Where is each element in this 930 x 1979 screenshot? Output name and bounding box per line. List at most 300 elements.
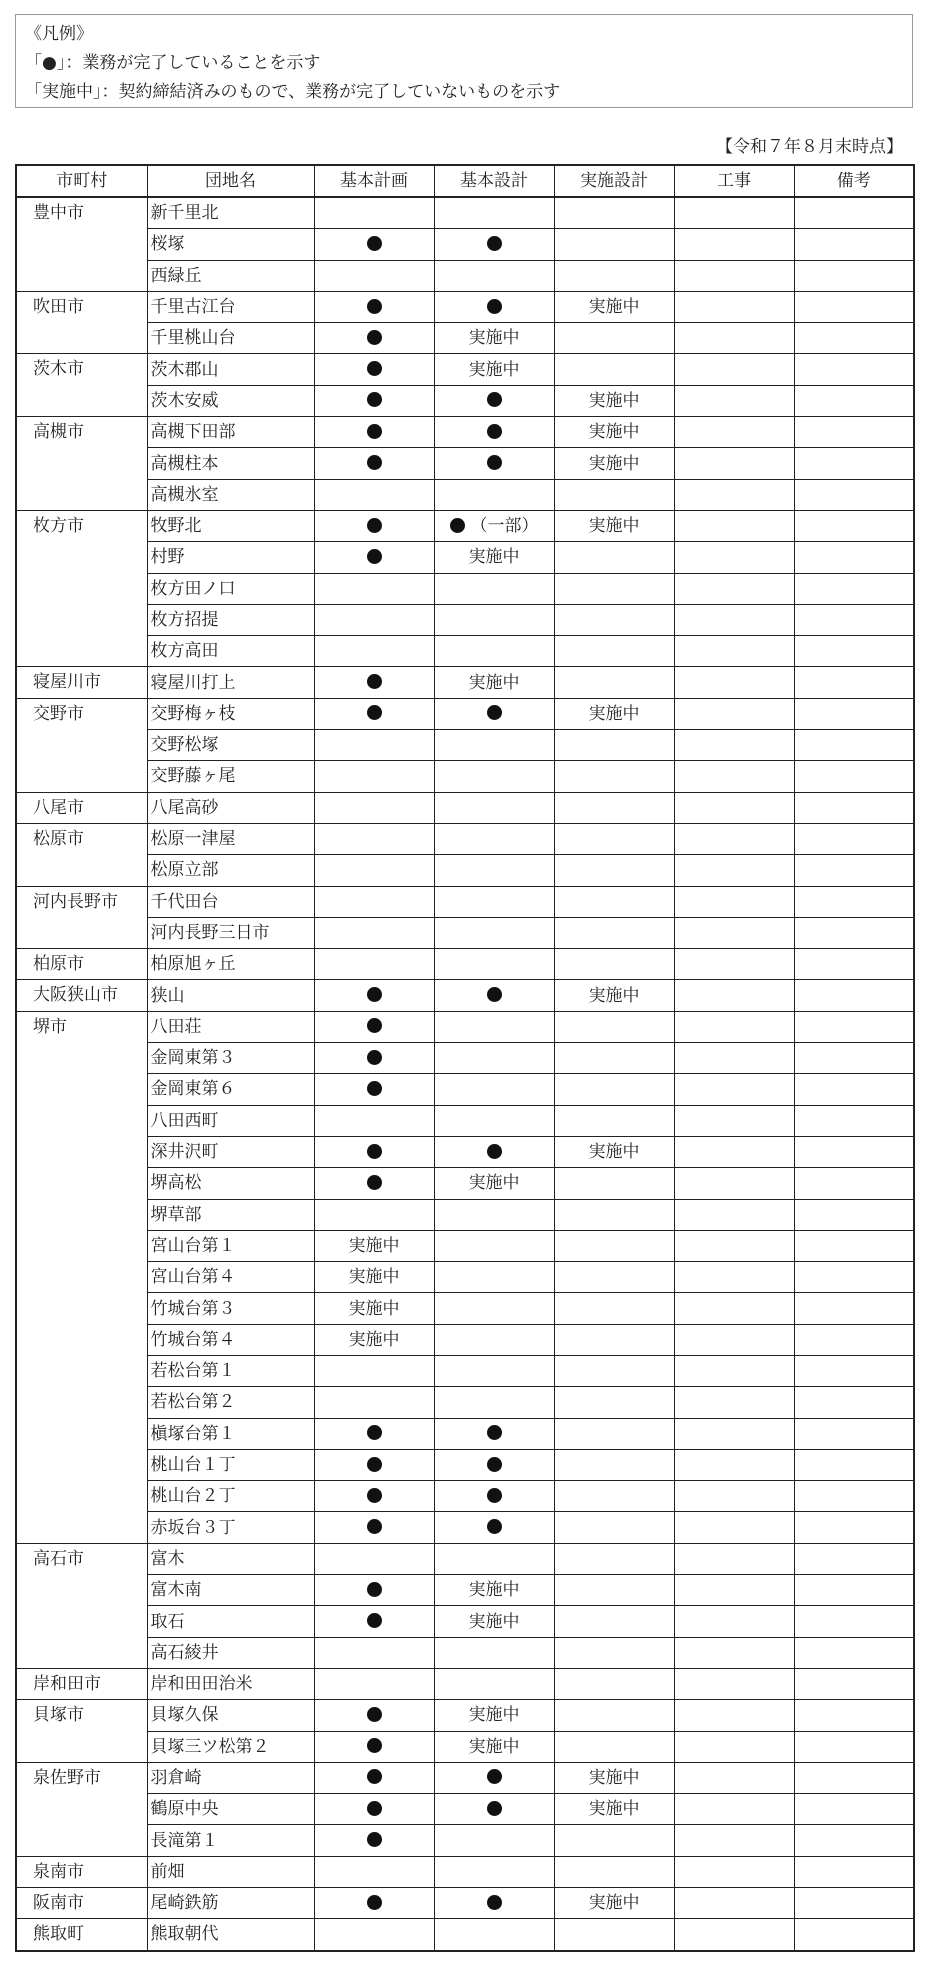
construction-cell (674, 917, 794, 948)
site-name-cell: 村野 (147, 542, 314, 573)
detail-design-cell: 実施中 (554, 1762, 674, 1793)
site-name-cell: 西緑丘 (147, 260, 314, 291)
table-row (16, 229, 914, 260)
basic-plan-cell (314, 510, 434, 541)
col-header-remarks: 備考 (794, 165, 914, 197)
site-name-cell: 八尾高砂 (147, 792, 314, 823)
completed-dot-icon (367, 549, 382, 564)
remarks-cell (794, 510, 914, 541)
site-name-cell: 深井沢町 (147, 1136, 314, 1167)
construction-cell (674, 1606, 794, 1637)
remarks-cell (794, 1543, 914, 1574)
basic-plan-cell (314, 1136, 434, 1167)
detail-design-cell: 実施中 (554, 291, 674, 322)
site-name-cell: 八田西町 (147, 1105, 314, 1136)
basic-design-cell (434, 980, 554, 1011)
completed-dot-icon (367, 392, 382, 407)
site-name-cell: 枚方高田 (147, 636, 314, 667)
construction-cell (674, 1637, 794, 1668)
detail-design-cell (554, 949, 674, 980)
construction-cell (674, 1825, 794, 1856)
completed-dot-icon (367, 1018, 382, 1033)
site-name-cell: 新千里北 (147, 197, 314, 229)
construction-cell (674, 667, 794, 698)
city-cell: 貝塚市 (16, 1700, 147, 1763)
basic-design-cell (434, 1355, 554, 1386)
remarks-cell (794, 385, 914, 416)
site-name-cell: 千里古江台 (147, 291, 314, 322)
basic-plan-cell (314, 1418, 434, 1449)
detail-design-cell (554, 1105, 674, 1136)
site-name-cell: 枚方招提 (147, 604, 314, 635)
detail-design-cell (554, 730, 674, 761)
completed-dot-icon (367, 705, 382, 720)
basic-plan-cell (314, 542, 434, 573)
city-cell: 泉佐野市 (16, 1762, 147, 1856)
construction-cell (674, 886, 794, 917)
basic-design-cell (434, 291, 554, 322)
construction-cell (674, 1293, 794, 1324)
basic-plan-cell (314, 1575, 434, 1606)
site-name-cell: 堺高松 (147, 1168, 314, 1199)
table-row (16, 1606, 914, 1637)
completed-dot-icon (367, 1425, 382, 1440)
basic-design-cell (434, 1293, 554, 1324)
table-row (16, 1919, 914, 1951)
completed-dot-icon (367, 1582, 382, 1597)
construction-cell (674, 761, 794, 792)
remarks-cell (794, 1512, 914, 1543)
table-row (16, 1762, 914, 1793)
basic-design-cell (434, 949, 554, 980)
basic-plan-cell (314, 291, 434, 322)
basic-plan-cell (314, 229, 434, 260)
site-name-cell: 松原一津屋 (147, 823, 314, 854)
table-row (16, 604, 914, 635)
site-name-cell: 槇塚台第１ (147, 1418, 314, 1449)
basic-design-cell (434, 1262, 554, 1293)
construction-cell (674, 1387, 794, 1418)
site-name-cell: 交野梅ヶ枝 (147, 698, 314, 729)
city-cell: 松原市 (16, 823, 147, 886)
basic-design-cell: 実施中 (434, 1731, 554, 1762)
basic-plan-cell (314, 1449, 434, 1480)
table-row (16, 698, 914, 729)
remarks-cell (794, 1324, 914, 1355)
city-cell: 茨木市 (16, 354, 147, 417)
col-header-site: 団地名 (147, 165, 314, 197)
basic-plan-cell (314, 354, 434, 385)
construction-cell (674, 1074, 794, 1105)
construction-cell (674, 1355, 794, 1386)
table-row (16, 949, 914, 980)
table-row (16, 980, 914, 1011)
table-row (16, 1794, 914, 1825)
basic-design-cell (434, 1762, 554, 1793)
completed-dot-icon (367, 236, 382, 251)
construction-cell (674, 1418, 794, 1449)
remarks-cell (794, 1387, 914, 1418)
remarks-cell (794, 667, 914, 698)
detail-design-cell (554, 1700, 674, 1731)
remarks-cell (794, 980, 914, 1011)
table-row (16, 1449, 914, 1480)
remarks-cell (794, 1418, 914, 1449)
basic-design-cell (434, 1919, 554, 1951)
construction-cell (674, 949, 794, 980)
remarks-cell (794, 448, 914, 479)
table-row (16, 417, 914, 448)
basic-plan-cell (314, 1606, 434, 1637)
site-name-cell: 高槻氷室 (147, 479, 314, 510)
construction-cell (674, 1856, 794, 1887)
col-header-city: 市町村 (16, 165, 147, 197)
detail-design-cell: 実施中 (554, 1136, 674, 1167)
construction-cell (674, 197, 794, 229)
completed-dot-icon (367, 1457, 382, 1472)
basic-design-cell (434, 1449, 554, 1480)
legend-box (15, 14, 913, 108)
detail-design-cell (554, 917, 674, 948)
construction-cell (674, 1011, 794, 1042)
basic-design-cell: 実施中 (434, 323, 554, 354)
site-name-cell: 尾崎鉄筋 (147, 1888, 314, 1919)
construction-cell (674, 792, 794, 823)
basic-design-cell (434, 1387, 554, 1418)
remarks-cell (794, 479, 914, 510)
remarks-cell (794, 229, 914, 260)
basic-design-cell (434, 417, 554, 448)
site-name-cell: 若松台第１ (147, 1355, 314, 1386)
completed-dot-icon (367, 1519, 382, 1534)
basic-design-cell (434, 792, 554, 823)
remarks-cell (794, 949, 914, 980)
basic-plan-cell (314, 448, 434, 479)
site-name-cell: 千里桃山台 (147, 323, 314, 354)
remarks-cell (794, 1575, 914, 1606)
table-row (16, 792, 914, 823)
basic-plan-cell (314, 1668, 434, 1699)
construction-cell (674, 1575, 794, 1606)
table-row (16, 1700, 914, 1731)
remarks-cell (794, 1355, 914, 1386)
remarks-cell (794, 1168, 914, 1199)
construction-cell (674, 730, 794, 761)
detail-design-cell (554, 1262, 674, 1293)
site-name-cell: 柏原旭ヶ丘 (147, 949, 314, 980)
site-name-cell: 熊取朝代 (147, 1919, 314, 1951)
basic-design-cell: 実施中 (434, 1606, 554, 1637)
detail-design-cell (554, 1606, 674, 1637)
completed-dot-icon (367, 1832, 382, 1847)
detail-design-cell (554, 1449, 674, 1480)
basic-plan-cell (314, 1700, 434, 1731)
site-name-cell: 宮山台第１ (147, 1230, 314, 1261)
basic-design-cell: 実施中 (434, 354, 554, 385)
table-row (16, 667, 914, 698)
basic-design-cell: 実施中 (434, 1575, 554, 1606)
construction-cell (674, 1043, 794, 1074)
basic-plan-cell (314, 698, 434, 729)
basic-design-cell (434, 698, 554, 729)
site-name-cell: 桃山台２丁 (147, 1481, 314, 1512)
remarks-cell (794, 417, 914, 448)
construction-cell (674, 1794, 794, 1825)
construction-cell (674, 855, 794, 886)
city-cell: 吹田市 (16, 291, 147, 354)
detail-design-cell (554, 667, 674, 698)
basic-design-cell: 実施中 (434, 1168, 554, 1199)
completed-dot-icon (367, 1707, 382, 1722)
basic-plan-cell (314, 1919, 434, 1951)
site-name-cell: 河内長野三日市 (147, 917, 314, 948)
completed-dot-icon (487, 1488, 502, 1503)
basic-plan-cell (314, 792, 434, 823)
basic-plan-cell (314, 761, 434, 792)
detail-design-cell (554, 1230, 674, 1261)
basic-plan-cell (314, 855, 434, 886)
construction-cell (674, 636, 794, 667)
remarks-cell (794, 354, 914, 385)
detail-design-cell (554, 197, 674, 229)
basic-plan-cell (314, 1731, 434, 1762)
remarks-cell (794, 1230, 914, 1261)
detail-design-cell (554, 1418, 674, 1449)
col-header-basic-plan: 基本計画 (314, 165, 434, 197)
basic-design-cell: 実施中 (434, 1700, 554, 1731)
detail-design-cell (554, 542, 674, 573)
remarks-cell (794, 1074, 914, 1105)
remarks-cell (794, 1199, 914, 1230)
basic-plan-cell (314, 260, 434, 291)
detail-design-cell (554, 1168, 674, 1199)
site-name-cell: 高槻柱本 (147, 448, 314, 479)
site-name-cell: 狭山 (147, 980, 314, 1011)
construction-cell (674, 604, 794, 635)
construction-cell (674, 1262, 794, 1293)
detail-design-cell (554, 1668, 674, 1699)
basic-plan-cell (314, 1637, 434, 1668)
table-row (16, 448, 914, 479)
site-name-cell: 富木南 (147, 1575, 314, 1606)
basic-design-cell (434, 573, 554, 604)
remarks-cell (794, 1919, 914, 1951)
remarks-cell (794, 698, 914, 729)
detail-design-cell (554, 260, 674, 291)
remarks-cell (794, 761, 914, 792)
completed-dot-icon (487, 987, 502, 1002)
basic-plan-cell (314, 886, 434, 917)
table-row (16, 1324, 914, 1355)
basic-design-cell (434, 1074, 554, 1105)
completed-dot-icon (487, 1895, 502, 1910)
detail-design-cell (554, 792, 674, 823)
remarks-cell (794, 573, 914, 604)
basic-plan-cell (314, 636, 434, 667)
detail-design-cell (554, 1074, 674, 1105)
remarks-cell (794, 1293, 914, 1324)
site-name-cell: 若松台第２ (147, 1387, 314, 1418)
detail-design-cell (554, 823, 674, 854)
table-row (16, 510, 914, 541)
site-name-cell: 前畑 (147, 1856, 314, 1887)
detail-design-cell (554, 479, 674, 510)
detail-design-cell (554, 1575, 674, 1606)
completed-dot-icon (367, 330, 382, 345)
table-row (16, 1105, 914, 1136)
remarks-cell (794, 855, 914, 886)
completed-dot-icon (487, 392, 502, 407)
city-cell: 阪南市 (16, 1888, 147, 1919)
basic-plan-cell (314, 1199, 434, 1230)
basic-plan-cell (314, 667, 434, 698)
detail-design-cell (554, 1825, 674, 1856)
table-row (16, 260, 914, 291)
basic-design-cell (434, 1043, 554, 1074)
table-row (16, 917, 914, 948)
completed-dot-icon (367, 1144, 382, 1159)
site-name-cell: 貝塚久保 (147, 1700, 314, 1731)
basic-plan-cell: 実施中 (314, 1262, 434, 1293)
completed-dot-icon (367, 1175, 382, 1190)
site-name-cell: 桜塚 (147, 229, 314, 260)
site-name-cell: 交野松塚 (147, 730, 314, 761)
detail-design-cell: 実施中 (554, 510, 674, 541)
table-row (16, 385, 914, 416)
basic-design-cell (434, 510, 554, 541)
completed-dot-icon (367, 1488, 382, 1503)
completed-dot-icon (367, 1801, 382, 1816)
basic-plan-cell (314, 1825, 434, 1856)
table-row (16, 1011, 914, 1042)
basic-design-cell (434, 1637, 554, 1668)
basic-design-cell (434, 636, 554, 667)
basic-design-cell (434, 1105, 554, 1136)
completed-dot-icon (487, 1457, 502, 1472)
detail-design-cell: 実施中 (554, 385, 674, 416)
table-row (16, 573, 914, 604)
basic-design-cell (434, 1199, 554, 1230)
basic-plan-cell: 実施中 (314, 1324, 434, 1355)
basic-design-cell (434, 1324, 554, 1355)
table-row (16, 1668, 914, 1699)
construction-cell (674, 323, 794, 354)
detail-design-cell: 実施中 (554, 698, 674, 729)
remarks-cell (794, 1449, 914, 1480)
remarks-cell (794, 636, 914, 667)
remarks-cell (794, 1888, 914, 1919)
remarks-cell (794, 1794, 914, 1825)
site-name-cell: 牧野北 (147, 510, 314, 541)
construction-cell (674, 1668, 794, 1699)
detail-design-cell (554, 573, 674, 604)
table-row (16, 761, 914, 792)
remarks-cell (794, 1481, 914, 1512)
city-cell: 高石市 (16, 1543, 147, 1668)
site-name-cell: 枚方田ノ口 (147, 573, 314, 604)
basic-design-cell (434, 1856, 554, 1887)
table-row (16, 730, 914, 761)
remarks-cell (794, 1668, 914, 1699)
basic-design-cell (434, 260, 554, 291)
table-row (16, 1637, 914, 1668)
basic-plan-cell (314, 1481, 434, 1512)
construction-cell (674, 1324, 794, 1355)
construction-cell (674, 1199, 794, 1230)
construction-cell (674, 479, 794, 510)
table-row (16, 1575, 914, 1606)
city-cell: 大阪狭山市 (16, 980, 147, 1011)
remarks-cell (794, 1043, 914, 1074)
detail-design-cell (554, 1387, 674, 1418)
construction-cell (674, 1512, 794, 1543)
site-name-cell: 寝屋川打上 (147, 667, 314, 698)
completed-dot-icon (367, 1738, 382, 1753)
city-cell: 八尾市 (16, 792, 147, 823)
basic-plan-cell (314, 823, 434, 854)
city-cell: 高槻市 (16, 417, 147, 511)
basic-design-cell (434, 385, 554, 416)
basic-design-cell (434, 823, 554, 854)
detail-design-cell (554, 354, 674, 385)
site-name-cell: 高石綾井 (147, 1637, 314, 1668)
detail-design-cell (554, 1199, 674, 1230)
basic-plan-cell (314, 949, 434, 980)
basic-plan-cell (314, 1387, 434, 1418)
table-row (16, 1230, 914, 1261)
detail-design-cell (554, 761, 674, 792)
site-name-cell: 竹城台第３ (147, 1293, 314, 1324)
table-row (16, 1293, 914, 1324)
city-cell: 河内長野市 (16, 886, 147, 949)
basic-plan-cell (314, 1011, 434, 1042)
detail-design-cell (554, 636, 674, 667)
remarks-cell (794, 197, 914, 229)
detail-design-cell (554, 1543, 674, 1574)
remarks-cell (794, 792, 914, 823)
detail-design-cell: 実施中 (554, 1888, 674, 1919)
completed-dot-icon (487, 705, 502, 720)
construction-cell (674, 1105, 794, 1136)
site-name-cell: 千代田台 (147, 886, 314, 917)
table-row (16, 1888, 914, 1919)
basic-plan-cell (314, 479, 434, 510)
table-row (16, 1512, 914, 1543)
basic-design-cell (434, 604, 554, 635)
completed-dot-icon (487, 424, 502, 439)
construction-cell (674, 448, 794, 479)
city-cell: 堺市 (16, 1011, 147, 1543)
legend-done: 「●」：業務が完了していることを示す (25, 53, 321, 73)
site-name-cell: 鶴原中央 (147, 1794, 314, 1825)
construction-cell (674, 354, 794, 385)
detail-design-cell (554, 1324, 674, 1355)
basic-plan-cell (314, 1355, 434, 1386)
detail-design-cell (554, 323, 674, 354)
basic-plan-cell (314, 730, 434, 761)
basic-plan-cell (314, 1105, 434, 1136)
detail-design-cell (554, 1731, 674, 1762)
construction-cell (674, 1136, 794, 1167)
site-name-cell: 竹城台第４ (147, 1324, 314, 1355)
completed-dot-icon (450, 518, 465, 533)
col-header-detail-design: 実施設計 (554, 165, 674, 197)
site-name-cell: 羽倉崎 (147, 1762, 314, 1793)
construction-cell (674, 1888, 794, 1919)
detail-design-cell: 実施中 (554, 448, 674, 479)
header-row (16, 165, 914, 197)
basic-design-cell (434, 197, 554, 229)
